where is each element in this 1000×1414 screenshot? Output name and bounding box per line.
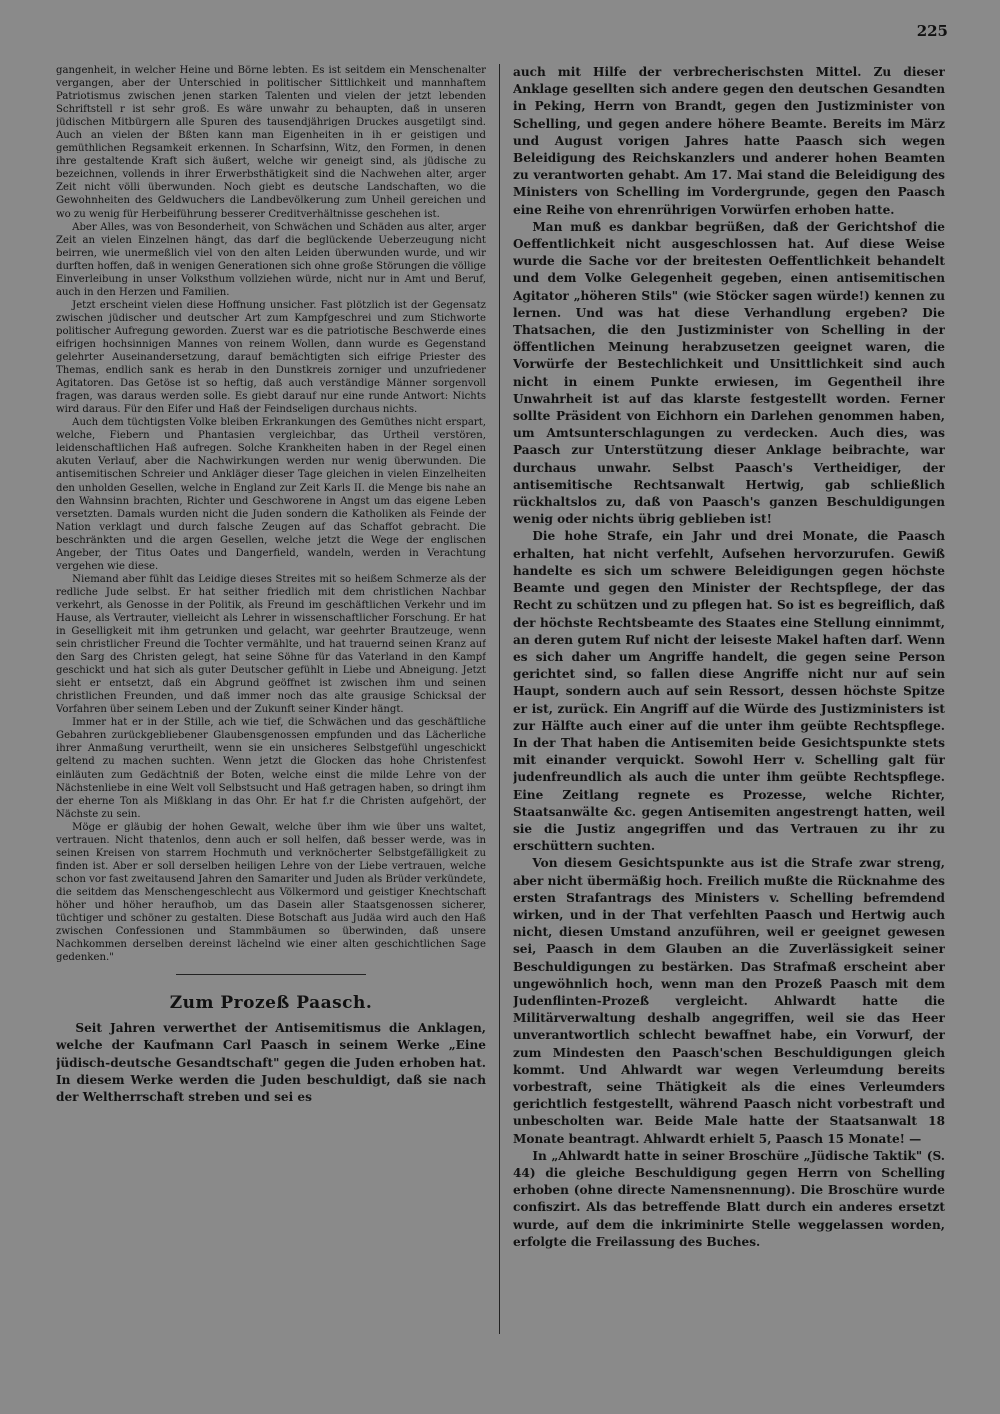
right-column (513, 64, 945, 1324)
paragraph: In „Ahlwardt hatte in seiner Broschüre „Jüdische Taktik" (S. 44) die gleiche Beschuldigung gegen Herrn von Schelling erhoben (ohne directe Namensnennung). Die Broschüre wurde confiszirt. Als das betreffende Blatt durch ein anderes ersetzt wurde, auf dem die inkriminirte Stelle weggelassen worden, erfolgte die Freilassung des Buches. (513, 1148, 945, 1249)
paragraph: Man muß es dankbar begrüßen, daß der Gerichtshof die Oeffentlichkeit nicht ausgeschlossen hat. Auf diese Weise wurde die Sache vor der breitesten Oeffentlichkeit behandelt und dem Volke Gelegenheit gegeben, einen antisemitischen Agitator „höheren Stils" (wie Stöcker sagen würde!) kennen zu lernen. Und was hat diese Verhandlung ergeben? Die Thatsachen, die den Justizminister von Schelling in der öffentlichen Meinung herabzusetzen geeignet waren, die Vorwürfe der Bestechlichkeit und Unsittlichkeit sind auch nicht in einem Punkte erwiesen, im Gegentheil ihre Unwahrheit ist auf das klarste festgestellt worden. Ferner sollte Präsident von Eichhorn ein Darlehen genommen haben, um Amtsunterschlagungen zu verdecken. Auch dies, was Paasch zur Unterstützung dieser Anklage beibrachte, war durchaus unwahr. Selbst Paasch's Vertheidiger, der antisemitische Rechtsanwalt Hertwig, gab schließlich rückhaltslos zu, daß von Paasch's ganzen Beschuldigungen wenig oder nichts übrig geblieben ist! (513, 219, 945, 527)
paragraph: Jetzt erscheint vielen diese Hoffnung unsicher. Fast plötzlich ist der Gegensatz zwischen jüdischer und deutscher Art zum Kampfgeschrei und zum Stichworte politischer Aufregung geworden. Zuerst war es die patriotische Beschwerde eines eifrigen hochsinnigen Mannes von reinem Wollen, dann wurde es Gegenstand gelehrter Auseinandersetzung, darauf bemächtigten sich eifrige Priester des Themas, endlich sank es herab in den Dunstkreis zorniger und unzufriedener Agitatoren. Das Getöse ist so heftig, daß auch verständige Männer sorgenvoll fragen, was daraus werden solle. Es giebt darauf nur eine runde Antwort: Nichts wird daraus. Für den Eifer und Haß der Feindseligen durchaus nichts. (56, 299, 486, 416)
paragraph: Aber Alles, was von Besonderheit, von Schwächen und Schäden aus alter, arger Zeit an vielen Einzelnen hängt, das darf die beglückende Ueberzeugung nicht beirren, wie unermeßlich viel von den alten Leiden überwunden wurde, und wir durften hoffen, daß in wenigen Generationen sich ohne große Störungen die völlige Einverleibung in unser Volksthum vollziehen würde, nicht nur in Amt und Beruf, auch in den Herzen und Familien. (56, 221, 486, 298)
paragraph: Seit Jahren verwerthet der Antisemitismus die Anklagen, welche der Kaufmann Carl Paasch in seinem Werke „Eine jüdisch-deutsche Gesandtschaft" gegen die Juden erhoben hat. In diesem Werke werden die Juden beschuldigt, daß sie nach der Weltherrschaft streben und sei es (56, 1021, 486, 1105)
section-rule (176, 974, 366, 975)
paragraph: Niemand aber fühlt das Leidige dieses Streites mit so heißem Schmerze als der redliche Jude selbst. Er hat seither friedlich mit dem christlichen Nachbar verkehrt, als Genosse in der Politik, als Freund im geschäftlichen Verkehr und im Hause, als Vertrauter, vielleicht als Lehrer in wissenschaftlicher Forschung. Er hat in Geselligkeit mit ihm getrunken und gelacht, war geehrter Brautzeuge, wenn sein christlicher Freund die Tochter vermählte, und hat trauernd seinen Kranz auf den Sarg des Christen gelegt, hat seine Söhne für das Vaterland in den Kampf geschickt und hat sich als guter Deutscher gefühlt in Liebe und Abneigung. Jetzt sieht er entsetzt, daß ein Abgrund geöffnet ist zwischen ihm und seinen christlichen Freunden, und daß immer noch das alte grausige Schicksal der Vorfahren über seinem Leben und der Zukunft seiner Kinder hängt. (56, 573, 486, 716)
article-title: Zum Prozeß Paasch. (169, 993, 373, 1014)
paragraph: gangenheit, in welcher Heine und Börne lebten. Es ist seitdem ein Menschenalter vergangen, aber der Unterschied in politischer Sittlichkeit und mannhaftem Patriotismus zwischen jenen starken Talenten und vielen der jetzt lebenden Schriftstell r ist sehr groß. Es wäre unwahr zu behaupten, daß in unseren jüdischen Mitbürgern alle Spuren des tausendjährigen Druckes ausgetilgt sind. Auch an vielen der Bßten kann man Eigenheiten in ih er geistigen und gemüthlichen Regsamkeit erkennen. In Scharfsinn, Witz, den Formen, in denen ihre gestaltende Kraft sich äußert, welche wir geneigt sind, als jüdische zu bezeichnen, vollends in ihrer Erwerbsthätigkeit sind die Nachwehen alter, arger Zeit nicht völli überwunden. Noch giebt es deutsche Landschaften, wo die Gewohnheiten des Geldwuchers die Landbevölkerung zum Unheil gereichen und wo zu wenig für Herbeiführung besserer Creditverhältnisse geschehen ist. (56, 65, 486, 220)
paragraph: Von diesem Gesichtspunkte aus ist die Strafe zwar streng, aber nicht übermäßig hoch. Freilich mußte die Rücknahme des ersten Strafantrags des Ministers v. Schelling befremdend wirken, und in der That verfehlten Paasch und Hertwig auch nicht, diesen Umstand anzuführen, weil er geeignet gewesen sei, Paasch in dem Glauben an die Zuverlässigkeit seiner Beschuldigungen zu bestärken. Das Strafmaß erscheint aber ungewöhnlich hoch, wenn man den Prozeß Paasch mit dem Judenflinten-Prozeß vergleicht. Ahlwardt hatte die Militärverwaltung deshalb angegriffen, weil sie das Heer unverantwortlich schlecht bewaffnet habe, ein Vorwurf, der zum Mindesten den Paasch'schen Beschuldigungen gleich kommt. Und Ahlwardt war wegen Verleumdung bereits vorbestraft, seine Thätigkeit als die eines Verleumders gerichtlich festgestellt, während Paasch nicht vorbestraft und unbescholten war. Beide Male hatte der Staatsanwalt 18 Monate beantragt. Ahlwardt erhielt 5, Paasch 15 Monate! — (513, 856, 945, 1146)
paragraph: Auch dem tüchtigsten Volke bleiben Erkrankungen des Gemüthes nicht erspart, welche, Fiebern und Phantasien vergleichbar, das Urtheil verstören, leidenschaftlichen Haß aufregen. Solche Krankheiten haben in der Regel einen akuten Verlauf, aber die Nachwirkungen werden nur wenig überwunden. Die antisemitischen Schreier und Ankläger dieser Tage gleichen in vielen Einzelheiten den unholden Gesellen, welche in England zur Zeit Karls II. die Menge bis nahe an den Wahnsinn brachten, Richter und Geschworene in Angst um das eigene Leben versetzten. Damals wurden nicht die Juden sondern die Katholiken als Feinde der Nation verklagt und durch falsche Zeugen auf das Schaffot gebracht. Die beschränkten und die argen Gesellen, welche jetzt die Wege der englischen Angeber, der Titus Oates und Dangerfield, wandeln, werden in Verachtung vergehen wie diese. (56, 417, 486, 572)
paragraph: auch mit Hilfe der verbrecherischsten Mittel. Zu dieser Anklage gesellten sich andere gegen den deutschen Gesandten in Peking, Herrn von Brandt, gegen den Justizminister von Schelling, und gegen andere höhere Beamte. Bereits im März und August vorigen Jahres hatte Paasch sich wegen Beleidigung des Reichskanzlers und anderer hohen Beamten zu verantworten gehabt. Am 17. Mai stand die Beleidigung des Ministers von Schelling im Vordergrunde, gegen den Paasch eine Reihe von ehrenrührigen Vorwürfen erhoben hatte. (513, 65, 945, 217)
column-divider (499, 64, 500, 1334)
paragraph: Die hohe Strafe, ein Jahr und drei Monate, die Paasch erhalten, hat nicht verfehlt, Aufsehen hervorzurufen. Gewiß handelte es sich um schwere Beleidigungen gegen höchste Beamte und gegen den Minister der Rechtspflege, der das Recht zu schützen und zu pflegen hat. So ist es begreiflich, daß der höchste Rechtsbeamte des Staates eine Stellung einnimmt, an deren gutem Ruf nicht der leiseste Makel haften darf. Wenn es sich daher um Angriffe handelt, die gegen seine Person gerichtet sind, so fallen diese Angriffe nicht nur auf sein Haupt, sondern auch auf sein Ressort, dessen höchste Spitze er ist, zurück. Ein Angriff auf die Würde des Justizministers ist zur Hälfte auch einer auf die unter ihm geübte Rechtspflege. In der That haben die Antisemiten beide Gesichtspunkte stets mit einander verquickt. Sowohl Herr v. Schelling galt für judenfreundlich als auch die unter ihm geübte Rechtspflege. Eine Zeitlang regnete es Prozesse, welche Richter, Staatsanwälte &c. gegen Antisemiten angestrengt hatten, weil sie die Justiz angegriffen und das Vertrauen zu ihr zu erschüttern suchten. (513, 529, 945, 854)
left-column (56, 64, 486, 1354)
paragraph: Möge er gläubig der hohen Gewalt, welche über ihm wie über uns waltet, vertrauen. Nicht thatenlos, denn auch er soll helfen, daß besser werde, was in seinen Kreisen von starrem Hochmuth und verknöcherter Selbstgefälligkeit zu finden ist. Aber er soll derselben heiligen Lehre von der Liebe vertrauen, welche schon vor fast zweitausend Jahren den Samariter und Juden als Brüder verkündete, die seitdem das Menschengeschlecht aus Völkermord und geistiger Knechtschaft höher und höher heraufhob, um das Dasein aller Staatsgenossen sicherer, tüchtiger und schöner zu gestalten. Diese Botschaft aus Judäa wird auch den Haß zwischen Confessionen und Stammbäumen so überwinden, daß unsere Nachkommen derselben dereinst lächelnd wie einer alten geschichtlichen Sage gedenken." (56, 821, 486, 964)
paragraph: Immer hat er in der Stille, ach wie tief, die Schwächen und das geschäftliche Gebahren zurückgebliebener Glaubensgenossen empfunden und das Lächerliche ihrer Anmaßung verurtheilt, wenn sie ein unsicheres Selbstgefühl ungeschickt geltend zu machen suchten. Wenn jetzt die Glocken das hohe Christenfest einläuten zum Gedächtniß der Boten, welche einst die milde Lehre von der Nächstenliebe in eine Welt voll Selbstsucht und Haß getragen haben, so dringt ihm der eherne Ton als Mißklang in das Ohr. Er hat f.r die Christen aufgehört, der Nächste zu sein. (56, 717, 486, 820)
page-number: 225 (916, 22, 948, 40)
